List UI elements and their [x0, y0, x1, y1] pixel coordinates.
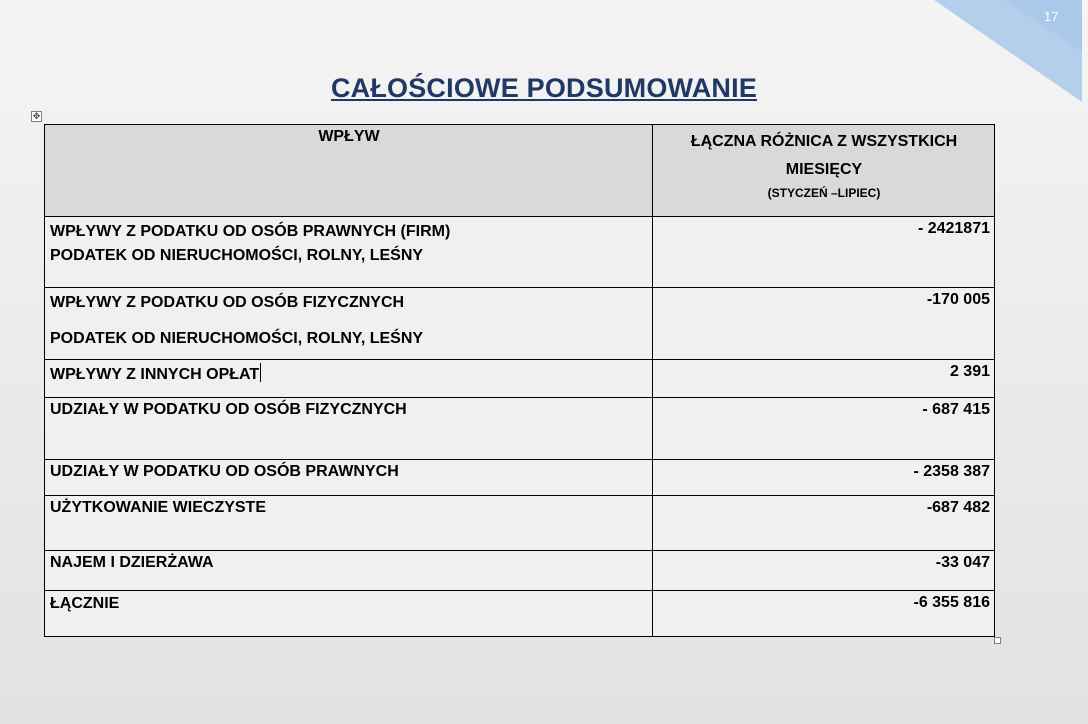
row-label[interactable] — [45, 496, 653, 551]
row-value[interactable]: - 2358 387 — [653, 460, 995, 496]
row-line: UŻYTKOWANIE WIECZYSTE — [50, 499, 266, 516]
header-impact: WPŁYW — [45, 125, 653, 217]
row-line: WPŁYWY Z INNYCH OPŁAT — [50, 366, 260, 383]
total-label[interactable]: ŁĄCZNIE — [45, 591, 653, 637]
text-cursor — [260, 363, 261, 382]
row-line: UDZIAŁY W PODATKU OD OSÓB FIZYCZNYCH — [50, 401, 407, 418]
row-label[interactable] — [45, 551, 653, 591]
total-row — [45, 591, 995, 637]
row-value[interactable]: -170 005 — [653, 288, 995, 360]
table-row — [45, 496, 995, 551]
table-row — [45, 360, 995, 398]
row-label[interactable] — [45, 398, 653, 460]
row-value[interactable]: - 2421871 — [653, 217, 995, 288]
table-row — [45, 460, 995, 496]
row-line: PODATEK OD NIERUCHOMOŚCI, ROLNY, LEŚNY — [50, 330, 424, 347]
table-row — [45, 288, 995, 360]
row-line: UDZIAŁY W PODATKU OD OSÓB PRAWNYCH — [50, 463, 399, 480]
row-value[interactable]: 2 391 — [653, 360, 995, 398]
table-resize-handle[interactable] — [994, 637, 1001, 644]
summary-table — [44, 124, 995, 637]
row-line: WPŁYWY Z PODATKU OD OSÓB PRAWNYCH (FIRM) — [50, 223, 451, 240]
row-label[interactable] — [45, 217, 653, 288]
row-label[interactable] — [45, 460, 653, 496]
header-total-difference — [653, 125, 995, 217]
row-label[interactable] — [45, 288, 653, 360]
header-total-difference-label: ŁĄCZNA RÓŻNICA Z WSZYSTKICH MIESIĘCY — [690, 133, 958, 178]
total-value[interactable]: -6 355 816 — [653, 591, 995, 637]
table-row — [45, 217, 995, 288]
row-line: WPŁYWY Z PODATKU OD OSÓB FIZYCZNYCH — [50, 294, 405, 311]
row-value[interactable]: - 687 415 — [653, 398, 995, 460]
slide-number: 17 — [1044, 9, 1059, 24]
row-label[interactable] — [45, 360, 653, 398]
table-row — [45, 398, 995, 460]
table-header-row — [45, 125, 995, 217]
table-row — [45, 551, 995, 591]
row-line: NAJEM I DZIERŻAWA — [50, 554, 214, 571]
table-move-handle-icon[interactable]: ✥ — [32, 111, 41, 121]
row-value[interactable]: -33 047 — [653, 551, 995, 591]
slide-title: CAŁOŚCIOWE PODSUMOWANIE — [330, 73, 758, 103]
header-period: (STYCZEŃ –LIPIEC) — [767, 186, 881, 200]
row-value[interactable]: -687 482 — [653, 496, 995, 551]
row-line: PODATEK OD NIERUCHOMOŚCI, ROLNY, LEŚNY — [50, 247, 424, 264]
